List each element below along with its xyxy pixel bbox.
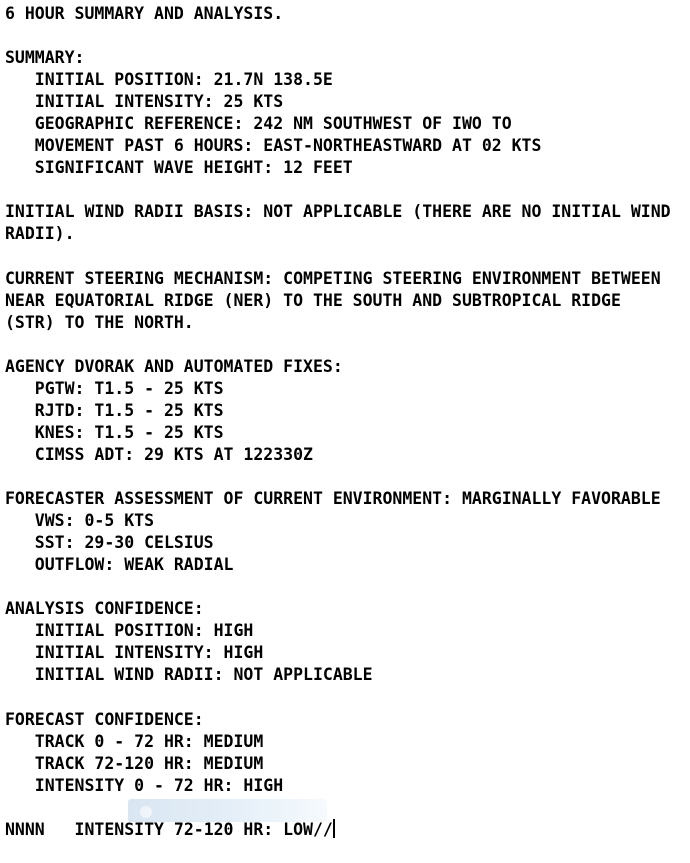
text-line: SIGNIFICANT WAVE HEIGHT: 12 FEET <box>5 158 353 178</box>
text-cursor <box>333 819 335 838</box>
text-line: OUTFLOW: WEAK RADIAL <box>5 555 234 575</box>
text-line: RADII). <box>5 224 75 244</box>
text-line: 6 HOUR SUMMARY AND ANALYSIS. <box>5 4 284 23</box>
text-line <box>5 576 690 598</box>
caret-line-highlighted-text: 72-120 HR: LOW// <box>173 819 333 839</box>
text-line: INITIAL INTENSITY: 25 KTS <box>5 92 284 112</box>
message-terminator: NNNN <box>5 819 45 839</box>
text-line: TRACK 72-120 HR: MEDIUM <box>5 753 264 773</box>
text-line: TRACK 0 - 72 HR: MEDIUM <box>5 731 264 751</box>
text-line: CIMSS ADT: 29 KTS AT 122330Z <box>5 444 313 464</box>
text-line: SST: 29-30 CELSIUS <box>5 533 214 553</box>
text-line <box>5 466 690 488</box>
text-line: VWS: 0-5 KTS <box>5 511 155 531</box>
text-line: RJTD: T1.5 - 25 KTS <box>5 400 224 420</box>
text-line <box>5 246 690 268</box>
text-line <box>5 25 690 47</box>
text-line: KNES: T1.5 - 25 KTS <box>5 422 224 442</box>
text-line: INITIAL POSITION: HIGH <box>5 621 254 641</box>
text-line: (STR) TO THE NORTH. <box>5 312 194 332</box>
text-line: MOVEMENT PAST 6 HOURS: EAST-NORTHEASTWARD AT 02 KTS <box>5 136 542 156</box>
text-line: GEOGRAPHIC REFERENCE: 242 NM SOUTHWEST OF IWO TO <box>5 114 512 134</box>
text-line: FORECASTER ASSESSMENT OF CURRENT ENVIRONMENT: MARGINALLY FAVORABLE <box>5 489 661 509</box>
text-line: PGTW: T1.5 - 25 KTS <box>5 378 224 398</box>
text-line: INITIAL POSITION: 21.7N 138.5E <box>5 70 333 90</box>
caret-line-prefix: INTENSITY <box>44 819 174 839</box>
text-line: NEAR EQUATORIAL RIDGE (NER) TO THE SOUTH AND SUBTROPICAL RIDGE <box>5 290 621 310</box>
text-line: FORECAST CONFIDENCE: <box>5 709 204 729</box>
text-line <box>5 334 690 356</box>
text-line: SUMMARY: <box>5 48 85 68</box>
text-line: INTENSITY 0 - 72 HR: HIGH <box>5 775 284 795</box>
text-line: CURRENT STEERING MECHANISM: COMPETING STEERING ENVIRONMENT BETWEEN <box>5 268 661 288</box>
text-line <box>5 179 690 201</box>
text-line: AGENCY DVORAK AND AUTOMATED FIXES: <box>5 356 343 376</box>
text-line: INITIAL WIND RADII BASIS: NOT APPLICABLE (THERE ARE NO INITIAL WIND <box>5 202 671 222</box>
text-line: ANALYSIS CONFIDENCE: <box>5 599 204 619</box>
text-line <box>5 686 690 708</box>
text-line: INITIAL WIND RADII: NOT APPLICABLE <box>5 665 373 685</box>
text-line: INITIAL INTENSITY: HIGH <box>5 643 264 663</box>
